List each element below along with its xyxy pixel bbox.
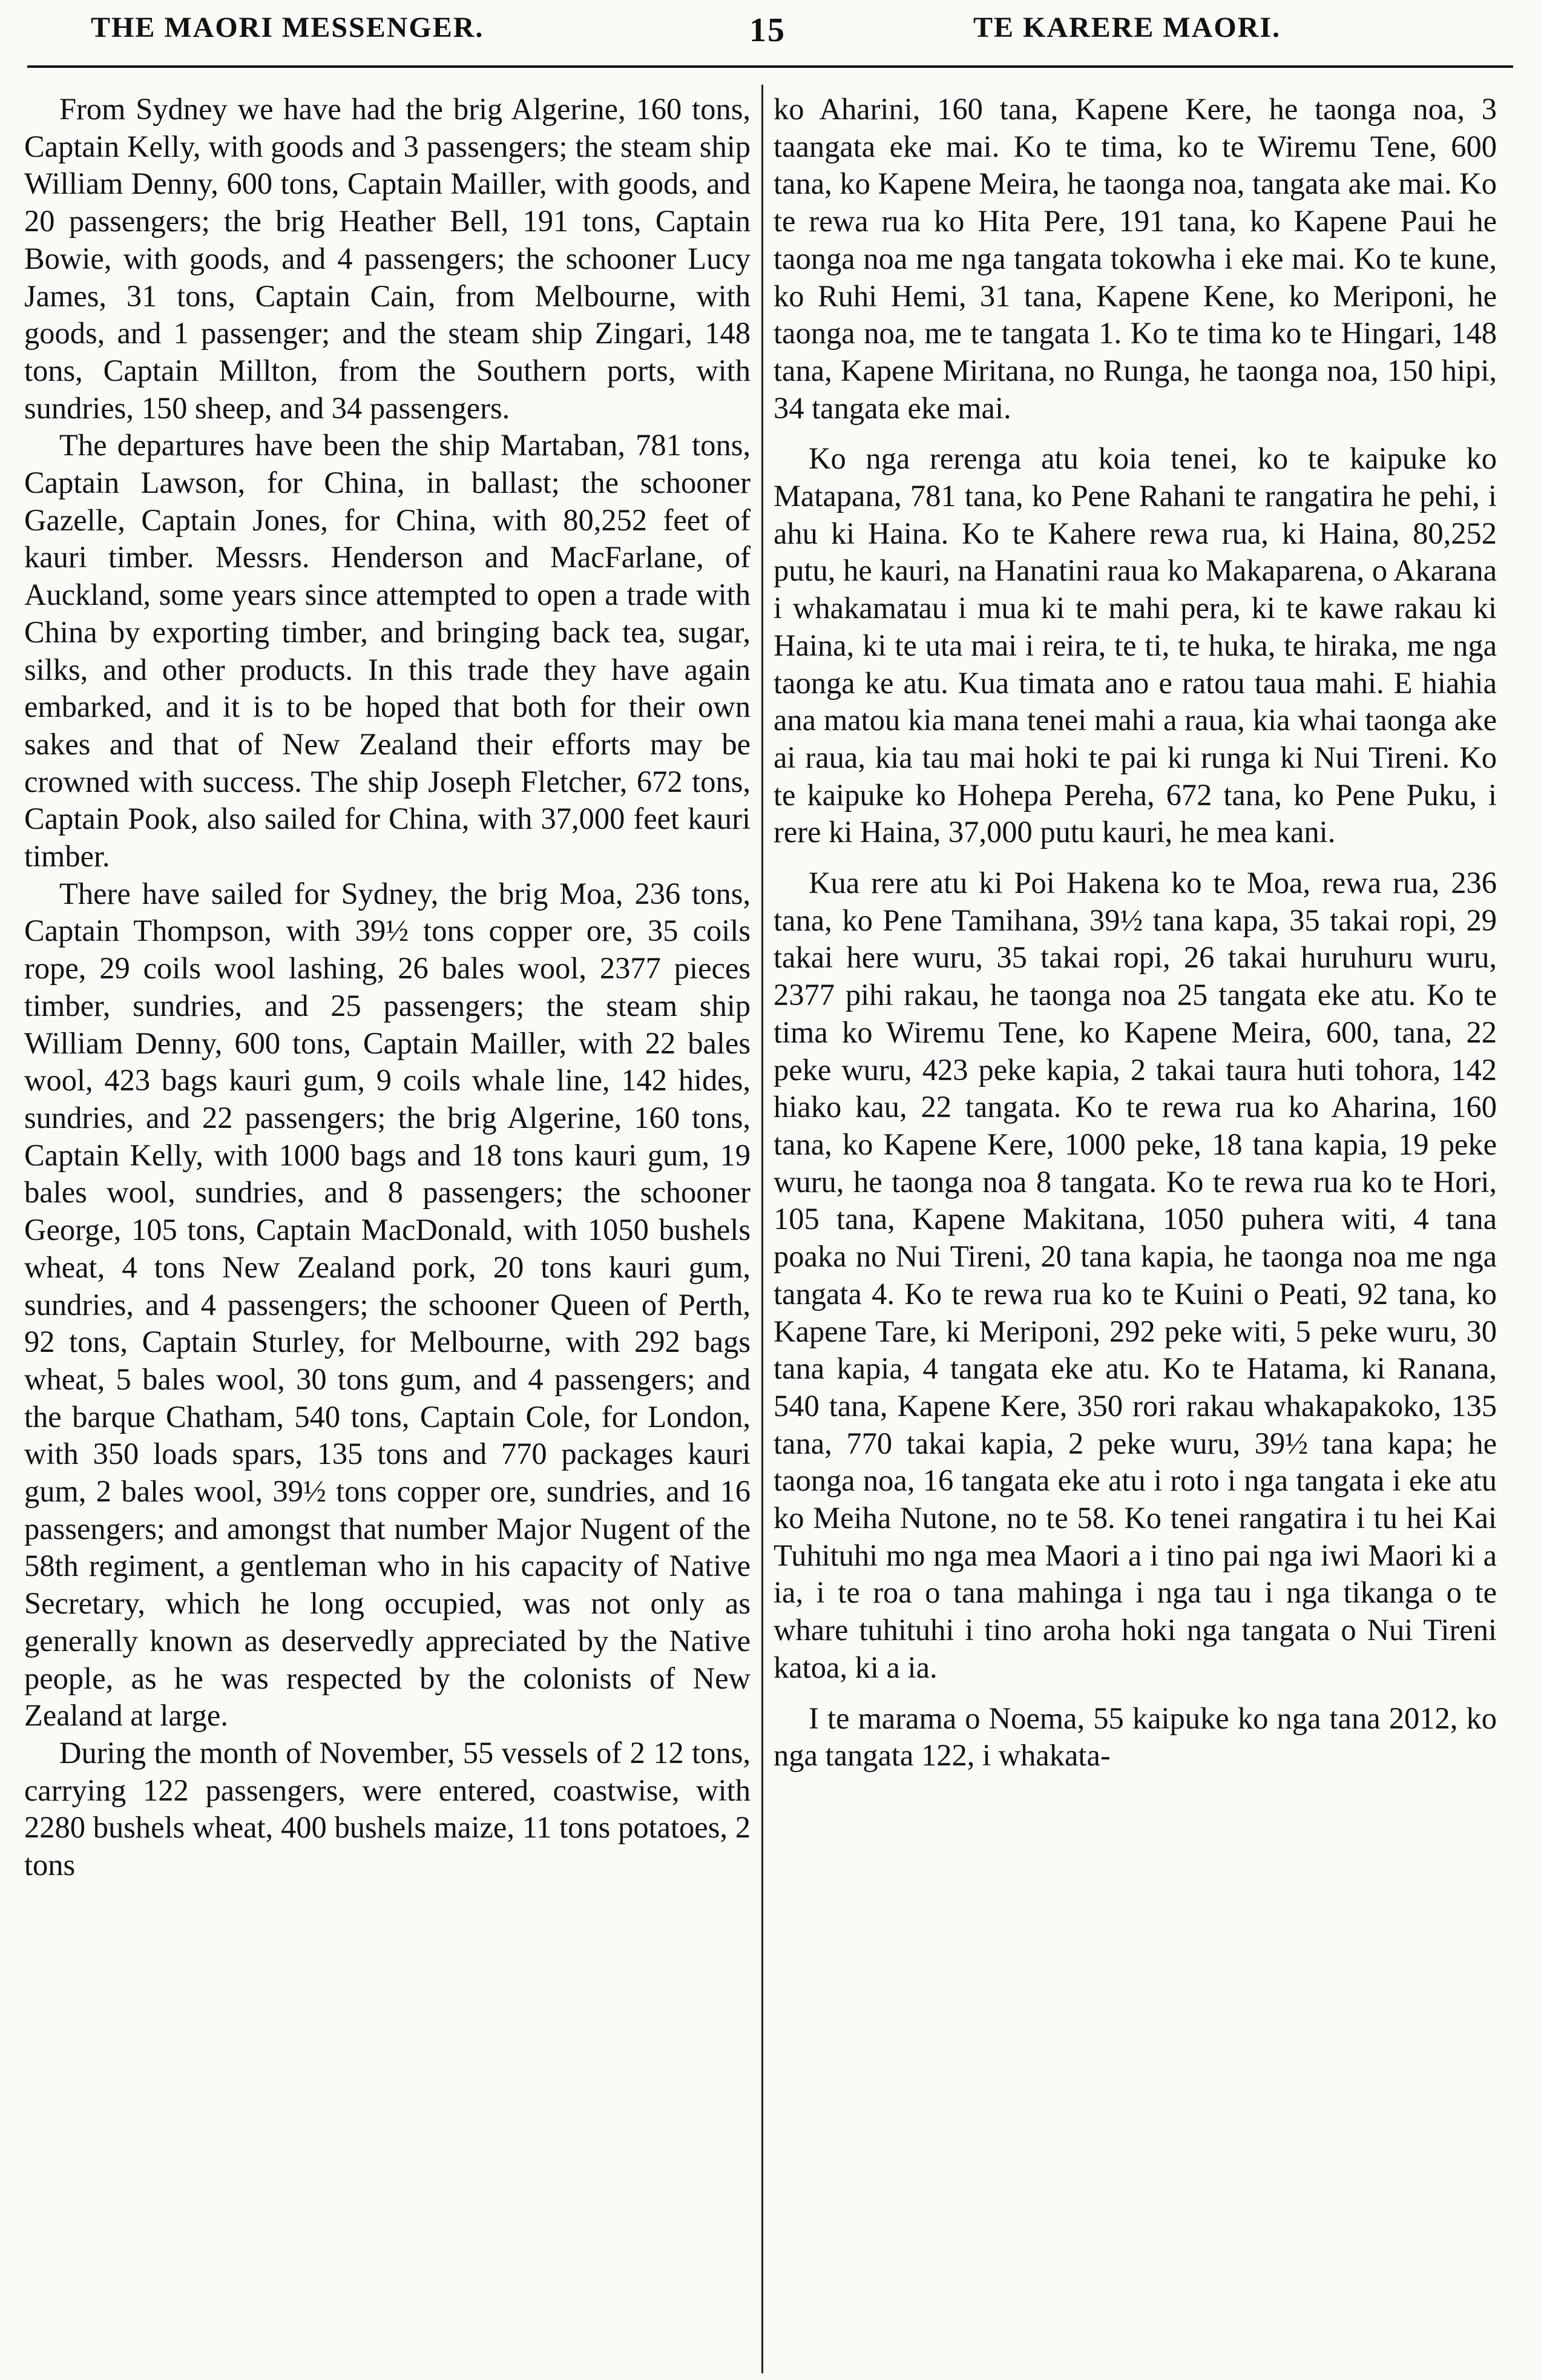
maori-paragraph-sydney-sailings: Kua rere atu ki Poi Hakena ko te Moa, rewa rua, 236 tana, ko Pene Tamihana, 39½ tana kapa, 35 takai ropi, 29 takai here wuru, 35 takai ropi, 26 takai huruhuru wuru, 2377 pihi rakau, he taonga noa 25 tangata eke atu. Ko te tima ko Wiremu Tene, ko Kapene Meira, 600, tana, 22 peke wuru, 423 peke kapia, 2 takai taura huti tohora, 142 hiako kau, 22 tangata. Ko te rewa rua ko Aharina, 160 tana, ko Kapene Kere, 1000 peke, 18 tana kapia, 19 peke wuru, he taonga noa 8 tangata. Ko te rewa rua ko te Hori, 105 tana, Kapene Makitana, 1050 puhera witi, 4 tana poaka no Nui Tireni, 20 tana kapia, he taonga noa me nga tangata 4. Ko te rewa rua ko te Kuini o Peati, 92 tana, ko Kapene Tare, ki Meriponi, 292 peke witi, 5 peke wuru, 30 tana kapia, 4 tangata eke atu. Ko te Hatama, ki Ranana, 540 tana, Kapene Kere, 350 rori rakau whakapakoko, 135 tana, 770 takai kapia, 2 peke wuru, 39½ tana kapa; he taonga noa, 16 tangata eke atu i roto i nga tangata i eke atu ko Meiha Nutone, no te 58. Ko tenei rangatira i tu hei Kai Tuhituhi mo nga mea Maori a i tino pai nga iwi Maori ki a ia, i te roa o tana mahinga i nga tau i nga tikanga o te whare tuhituhi i tino aroha hoki nga tangata o Nui Tireni katoa, ki a ia. [774,866,1497,1684]
maori-column [774,91,1497,2379]
english-paragraph-sydney-sailings: There have sailed for Sydney, the brig Moa, 236 tons, Captain Thompson, with 39½ tons copper ore, 35 coils rope, 29 coils wool lashing, 26 bales wool, 2377 pieces timber, sundries, and 25 passengers; the steam ship William Denny, 600 tons, Captain Mailler, with 22 bales wool, 423 bags kauri gum, 9 coils whale line, 142 hides, sundries, and 22 passengers; the brig Algerine, 160 tons, Captain Kelly, with 1000 bags and 18 tons kauri gum, 19 bales wool, sundries, and 8 passengers; the schooner George, 105 tons, Captain MacDonald, with 1050 bushels wheat, 4 tons New Zealand pork, 20 tons kauri gum, sundries, and 4 passengers; the schooner Queen of Perth, 92 tons, Captain Sturley, for Melbourne, with 292 bags wheat, 5 bales wool, 30 tons gum, and 4 passengers; and the barque Chatham, 540 tons, Captain Cole, for London, with 350 loads spars, 135 tons and 770 packages kauri gum, 2 bales wool, 39½ tons copper ore, sundries, and 16 passengers; and amongst that number Major Nugent of the 58th regiment, a gentleman who in his capacity of Native Secretary, which he long occupied, was not only as generally known as deservedly appreciated by the Native people, as he was respected by the colonists of New Zealand at large. [24,876,751,1733]
column-divider [761,85,763,2373]
page-header [0,11,1541,65]
page-number: 15 [749,12,786,49]
english-paragraph-november: During the month of November, 55 vessels of 2 12 tons, carrying 122 passengers, were entered, coastwise, with 2280 bushels wheat, 400 bushels maize, 11 tons potatoes, 2 tons [24,1735,751,1882]
header-rule [27,65,1513,68]
maori-running-title: TE KARERE MAORI. [973,12,1281,44]
maori-paragraph-departures: Ko nga rerenga atu koia tenei, ko te kaipuke ko Matapana, 781 tana, ko Pene Rahani te rangatira he pehi, i ahu ki Haina. Ko te Kahere rewa rua, ki Haina, 80,252 putu, he kauri, na Hanatini raua ko Makaparena, o Akarana i whakamatau i mua ki te mahi pera, ki te kawe rakau ki Haina, ki te uta mai i reira, te ti, te huka, te hiraka, me nga taonga ke atu. Kua timata ano e ratou taua mahi. E hiahia ana matou kia mana tenei mahi a raua, kia whai taonga ake ai raua, kia tau mai hoki te pai ki runga ki Nui Tireni. Ko te kaipuke ko Hohepa Pereha, 672 tana, ko Pene Puku, i rere ki Haina, 37,000 putu kauri, he mea kani. [774,441,1497,849]
english-column [24,91,751,2379]
english-running-title: THE MAORI MESSENGER. [91,12,484,44]
maori-paragraph-november: I te marama o Noema, 55 kaipuke ko nga tana 2012, ko nga tangata 122, i whakata- [774,1701,1497,1773]
maori-paragraph-arrivals: ko Aharini, 160 tana, Kapene Kere, he taonga noa, 3 taangata eke mai. Ko te tima, ko te Wiremu Tene, 600 tana, ko Kapene Meira, he taonga noa, tangata ake mai. Ko te rewa rua ko Hita Pere, 191 tana, ko Kapene Paui he taonga noa me nga tangata tokowha i eke mai. Ko te kune, ko Ruhi Hemi, 31 tana, Kapene Kene, ko Meriponi, he taonga noa, me te tangata 1. Ko te tima ko te Hingari, 148 tana, Kapene Miritana, no Runga, he taonga noa, 150 hipi, 34 tangata eke mai. [774,92,1497,425]
english-paragraph-departures: The departures have been the ship Martaban, 781 tons, Captain Lawson, for China, in ballast; the schooner Gazelle, Captain Jones, for China, with 80,252 feet of kauri timber. Messrs. Henderson and MacFarlane, of Auckland, some years since attempted to open a trade with China by exporting timber, and bringing back tea, sugar, silks, and other products. In this trade they have again embarked, and it is to be hoped that both for their own sakes and that of New Zealand their efforts may be crowned with success. The ship Joseph Fletcher, 672 tons, Captain Pook, also sailed for China, with 37,000 feet kauri timber. [24,428,751,874]
english-paragraph-arrivals: From Sydney we have had the brig Algerine, 160 tons, Captain Kelly, with goods and 3 passengers; the steam ship William Denny, 600 tons, Captain Mailler, with goods, and 20 passengers; the brig Heather Bell, 191 tons, Captain Bowie, with goods, and 4 passengers; the schooner Lucy James, 31 tons, Captain Cain, from Melbourne, with goods, and 1 passenger; and the steam ship Zingari, 148 tons, Captain Millton, from the Southern ports, with sundries, 150 sheep, and 34 passengers. [24,92,751,425]
